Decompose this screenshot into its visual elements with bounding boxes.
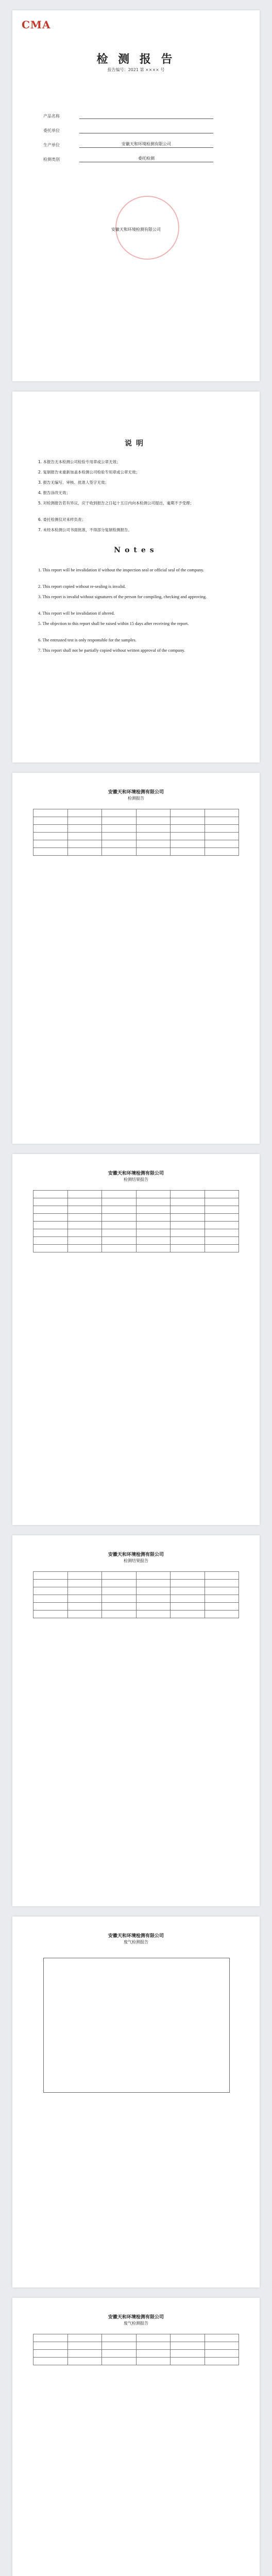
cover-page: [12, 10, 260, 381]
note-zh-6: 6. 委托检测仅对来样负责；: [38, 517, 86, 522]
page-title: 检测结果报告: [124, 1558, 148, 1563]
report-page: [12, 773, 260, 1144]
result-table: [33, 2334, 239, 2365]
field-value: 委托检测: [79, 156, 213, 162]
page-title: 废气检测报告: [124, 2321, 148, 2326]
field-value: 安徽天和环境检测有限公司: [79, 141, 213, 148]
page-org: 安徽天和环境检测有限公司: [108, 1171, 164, 1176]
note-zh-4: 4. 报告涂改无效；: [38, 490, 71, 495]
result-table: [33, 1190, 239, 1252]
field-value: [79, 127, 213, 133]
result-table: [33, 809, 239, 856]
page-org: 安徽天和环境检测有限公司: [108, 1934, 164, 1939]
page-title: 检测结果报告: [124, 1177, 148, 1182]
note-zh-7: 7. 未经本检测公司书面批准，不得部分复制检测报告。: [38, 528, 132, 532]
note-en-4: 4. This report will be invalidation if altered.: [38, 611, 115, 616]
note-zh-2: 2. 复制报告未重新加盖本检测公司检验专用章或公章无效；: [38, 470, 140, 474]
report-page: [12, 1917, 260, 2287]
note-zh-1: 1. 本报告无本检测公司检验专用章或公章无效；: [38, 460, 121, 464]
page-title: 废气检测报告: [124, 1940, 148, 1944]
cover-org: 安徽天和环境检测有限公司: [111, 227, 161, 232]
result-table: [33, 1571, 239, 1618]
field-value: [79, 112, 213, 119]
report-page: [12, 1535, 260, 1906]
cma-logo: CMA: [22, 19, 51, 31]
page-org: 安徽天和环境检测有限公司: [108, 1552, 164, 1557]
field-label: 检测类别: [43, 157, 60, 162]
sampling-diagram: [43, 1958, 230, 2093]
page-title: 检测报告: [128, 796, 144, 801]
note-en-6: 6. The entrusted test is only responsible for the samples.: [38, 637, 137, 642]
note-en-2: 2. This report copied without re-sealing is invalid.: [38, 584, 126, 589]
page-org: 安徽天和环境检测有限公司: [108, 790, 164, 795]
page-org: 安徽天和环境检测有限公司: [108, 2315, 164, 2320]
notes-title-en: Notes: [114, 546, 158, 554]
field-label: 生产单位: [43, 143, 60, 147]
note-en-7: 7. This report shall not be partially copied without written approval of the company.: [38, 648, 185, 653]
notes-title: 说明: [125, 439, 147, 448]
note-en-1: 1. This report will be invalidation if without the inspection seal or official seal of the company.: [38, 567, 205, 572]
notes-page: [12, 392, 260, 762]
report-number: 报告编号：2021 第 ×××× 号: [107, 67, 165, 72]
field-label: 委托单位: [43, 128, 60, 133]
report-page: [12, 2298, 260, 2576]
field-label: 产品名称: [43, 114, 60, 118]
cover-title: 检 测 报 告: [96, 53, 176, 66]
note-zh-3: 3. 报告无编写、审核、批准人签字无效；: [38, 480, 109, 485]
note-en-3: 3. This report is invalid without signatures of the person for compiling, checking and approving.: [38, 594, 207, 599]
note-en-5: 5. The objection to this report shall be raised within 15 days after receiving the report.: [38, 621, 189, 626]
note-zh-5: 5. 对检测报告若有异议，应于收到报告之日起十五日内向本检测公司提出，逾期不予受理；: [38, 501, 194, 505]
report-page: [12, 1154, 260, 1525]
